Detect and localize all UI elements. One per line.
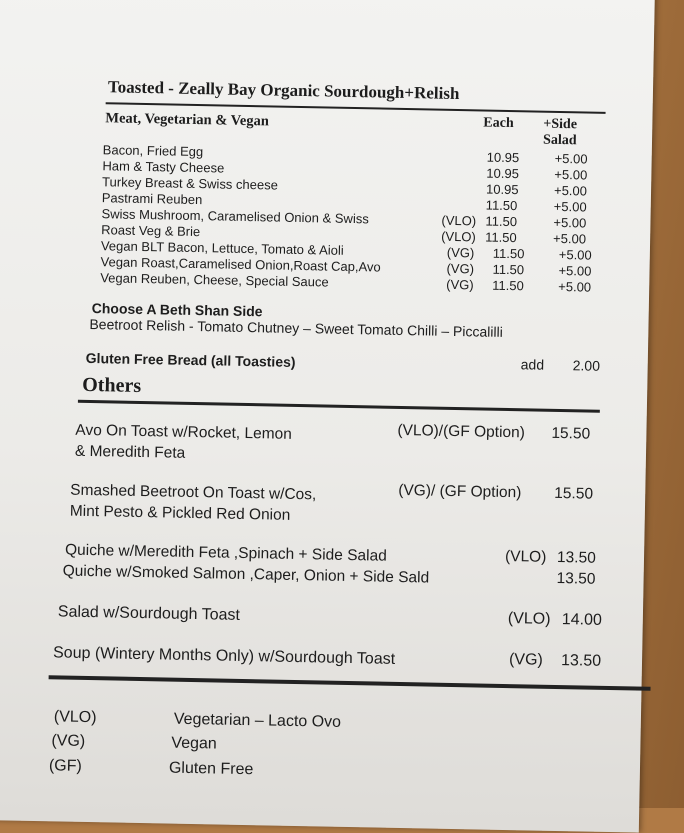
item-tag: (VG)/ (GF Option) bbox=[398, 481, 522, 502]
side-options: Beetroot Relish - Tomato Chutney – Sweet Tomato Chilli – Piccalilli bbox=[89, 315, 503, 340]
item-name: Vegan BLT Bacon, Lettuce, Tomato & Aioli bbox=[100, 238, 344, 258]
item-name: Smashed Beetroot On Toast w/Cos, bbox=[70, 481, 317, 504]
item-price: 15.50 bbox=[554, 484, 594, 503]
item-name-continued: Mint Pesto & Pickled Red Onion bbox=[69, 502, 291, 524]
gluten-free-bread-label: Gluten Free Bread (all Toasties) bbox=[85, 349, 296, 370]
others-item: Quiche w/Smoked Salmon ,Caper, Onion + Side Sald bbox=[62, 562, 430, 587]
section-title-toasted: Toasted - Zeally Bay Organic Sourdough+Relish bbox=[107, 77, 460, 104]
item-tag: (VG) bbox=[446, 260, 475, 277]
item-name: Swiss Mushroom, Caramelised Onion & Swiss bbox=[101, 206, 369, 227]
legend-meaning: Vegan bbox=[171, 734, 217, 753]
item-price: 15.50 bbox=[551, 424, 591, 443]
item-name-continued: & Meredith Feta bbox=[74, 442, 186, 462]
column-side-salad: +Side Salad bbox=[542, 116, 578, 149]
item-side-price: +5.00 bbox=[554, 150, 588, 167]
others-item: Salad w/Sourdough Toast bbox=[57, 603, 241, 624]
item-side-price: +5.00 bbox=[553, 182, 588, 199]
legend-code: (VG) bbox=[51, 732, 86, 750]
item-tag: (VG) bbox=[446, 276, 474, 293]
item-price: 11.50 bbox=[492, 261, 525, 278]
item-tag: (VLO)/(GF Option) bbox=[397, 421, 526, 442]
item-price: 11.50 bbox=[485, 197, 518, 214]
item-tag: (VLO) bbox=[441, 228, 476, 245]
column-each: Each bbox=[483, 115, 514, 132]
item-side-price: +5.00 bbox=[553, 214, 587, 231]
item-price: 10.95 bbox=[485, 181, 519, 198]
item-price: 11.50 bbox=[485, 229, 517, 246]
item-side-price: +5.00 bbox=[558, 246, 592, 263]
others-item: Quiche w/Meredith Feta ,Spinach + Side Salad bbox=[64, 541, 387, 565]
item-price: 11.50 bbox=[492, 277, 524, 294]
item-name: Pastrami Reuben bbox=[101, 190, 203, 208]
side-heading: Choose A Beth Shan Side bbox=[91, 300, 263, 320]
item-tag: (VLO) bbox=[507, 610, 551, 628]
item-tag: (VG) bbox=[446, 244, 475, 261]
item-price: 13.50 bbox=[556, 569, 596, 588]
legend-meaning: Vegetarian – Lacto Ovo bbox=[173, 710, 342, 731]
item-side-price: +5.00 bbox=[558, 262, 592, 279]
sub-header: Meat, Vegetarian & Vegan bbox=[105, 110, 270, 130]
item-name: Roast Veg & Brie bbox=[101, 222, 201, 240]
gluten-free-price: 2.00 bbox=[572, 357, 601, 374]
item-name: Bacon, Fried Egg bbox=[102, 142, 204, 160]
item-price: 14.00 bbox=[561, 611, 603, 629]
item-name: Avo On Toast w/Rocket, Lemon bbox=[75, 421, 293, 443]
item-price: 10.95 bbox=[486, 149, 520, 166]
others-item bbox=[70, 480, 317, 527]
item-side-price: +5.00 bbox=[558, 278, 592, 295]
legend-code: (VLO) bbox=[53, 708, 97, 727]
item-price: 10.95 bbox=[486, 165, 520, 182]
item-name: Vegan Roast,Caramelised Onion,Roast Cap,Avo bbox=[100, 254, 381, 275]
item-tag: (VLO) bbox=[441, 212, 477, 229]
item-name: Turkey Breast & Swiss cheese bbox=[102, 174, 279, 193]
item-tag: (VG) bbox=[508, 651, 543, 669]
item-side-price: +5.00 bbox=[553, 230, 587, 247]
item-price: 13.50 bbox=[560, 652, 602, 670]
section-title-others: Others bbox=[82, 373, 142, 397]
item-side-price: +5.00 bbox=[554, 166, 588, 183]
item-side-price: +5.00 bbox=[553, 198, 587, 215]
others-rule bbox=[78, 400, 600, 413]
legend-code: (GF) bbox=[48, 757, 82, 775]
item-price: 11.50 bbox=[492, 245, 525, 262]
item-price: 11.50 bbox=[485, 213, 518, 230]
legend-meaning: Gluten Free bbox=[168, 759, 254, 779]
item-name: Ham & Tasty Cheese bbox=[102, 158, 225, 176]
legend-rule bbox=[49, 675, 651, 691]
others-item bbox=[75, 420, 292, 466]
item-name: Vegan Reuben, Cheese, Special Sauce bbox=[100, 270, 329, 290]
item-tag: (VLO) bbox=[504, 547, 547, 566]
item-price: 13.50 bbox=[556, 548, 596, 567]
others-item: Soup (Wintery Months Only) w/Sourdough Toast bbox=[52, 644, 396, 668]
gluten-free-add-label: add bbox=[520, 356, 545, 373]
